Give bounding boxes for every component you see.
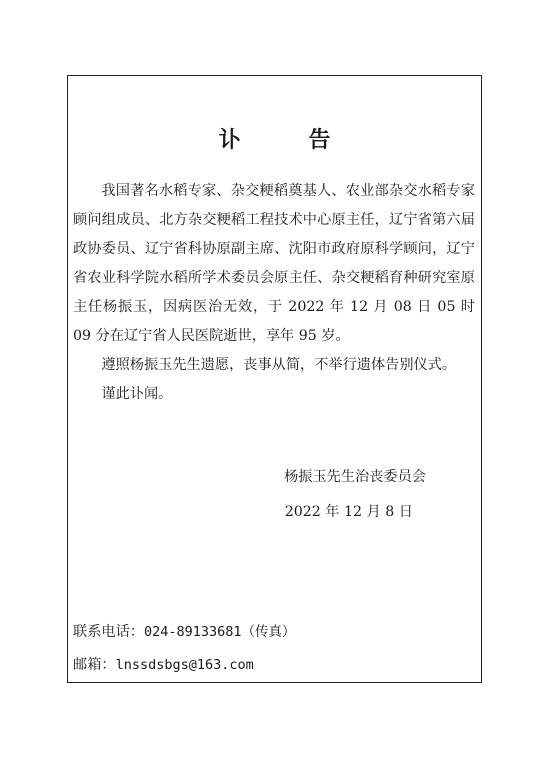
obituary-body [73, 177, 475, 409]
phone-label: 联系电话： [73, 624, 144, 640]
signature-date: 2022 年 12 月 8 日 [284, 504, 413, 520]
contact-block [73, 616, 296, 682]
email-value: lnssdsbgs@163.com [115, 657, 254, 673]
obituary-document [67, 75, 482, 683]
email-label: 邮箱： [73, 657, 116, 673]
phone-value: 024-89133681（传真） [143, 624, 296, 640]
signature-block [284, 460, 426, 530]
committee-name: 杨振玉先生治丧委员会 [284, 469, 426, 485]
obituary-paragraph-main: 我国著名水稻专家、杂交粳稻奠基人、农业部杂交水稻专家顾问组成员、北方杂交粳稻工程技术中心原主任，辽宁省第六届政协委员、辽宁省科协原副主席、沈阳市政府原科学顾问，辽宁省农业科学院水稻所学术委员会原主任、杂交粳稻育种研究室原主任杨振玉，因病医治无效，于 2022 年 12 月 08 日 05 时 09 分在辽宁省人民医院逝世，享年 95 岁。 [73, 183, 475, 344]
phone-line [73, 616, 296, 649]
obituary-title: 讣 告 [218, 127, 361, 153]
obituary-paragraph-wishes: 遵照杨振玉先生遗愿，丧事从简，不举行遗体告别仪式。 [101, 357, 457, 373]
obituary-paragraph-closing: 谨此讣闻。 [101, 386, 173, 402]
email-line [73, 649, 296, 682]
